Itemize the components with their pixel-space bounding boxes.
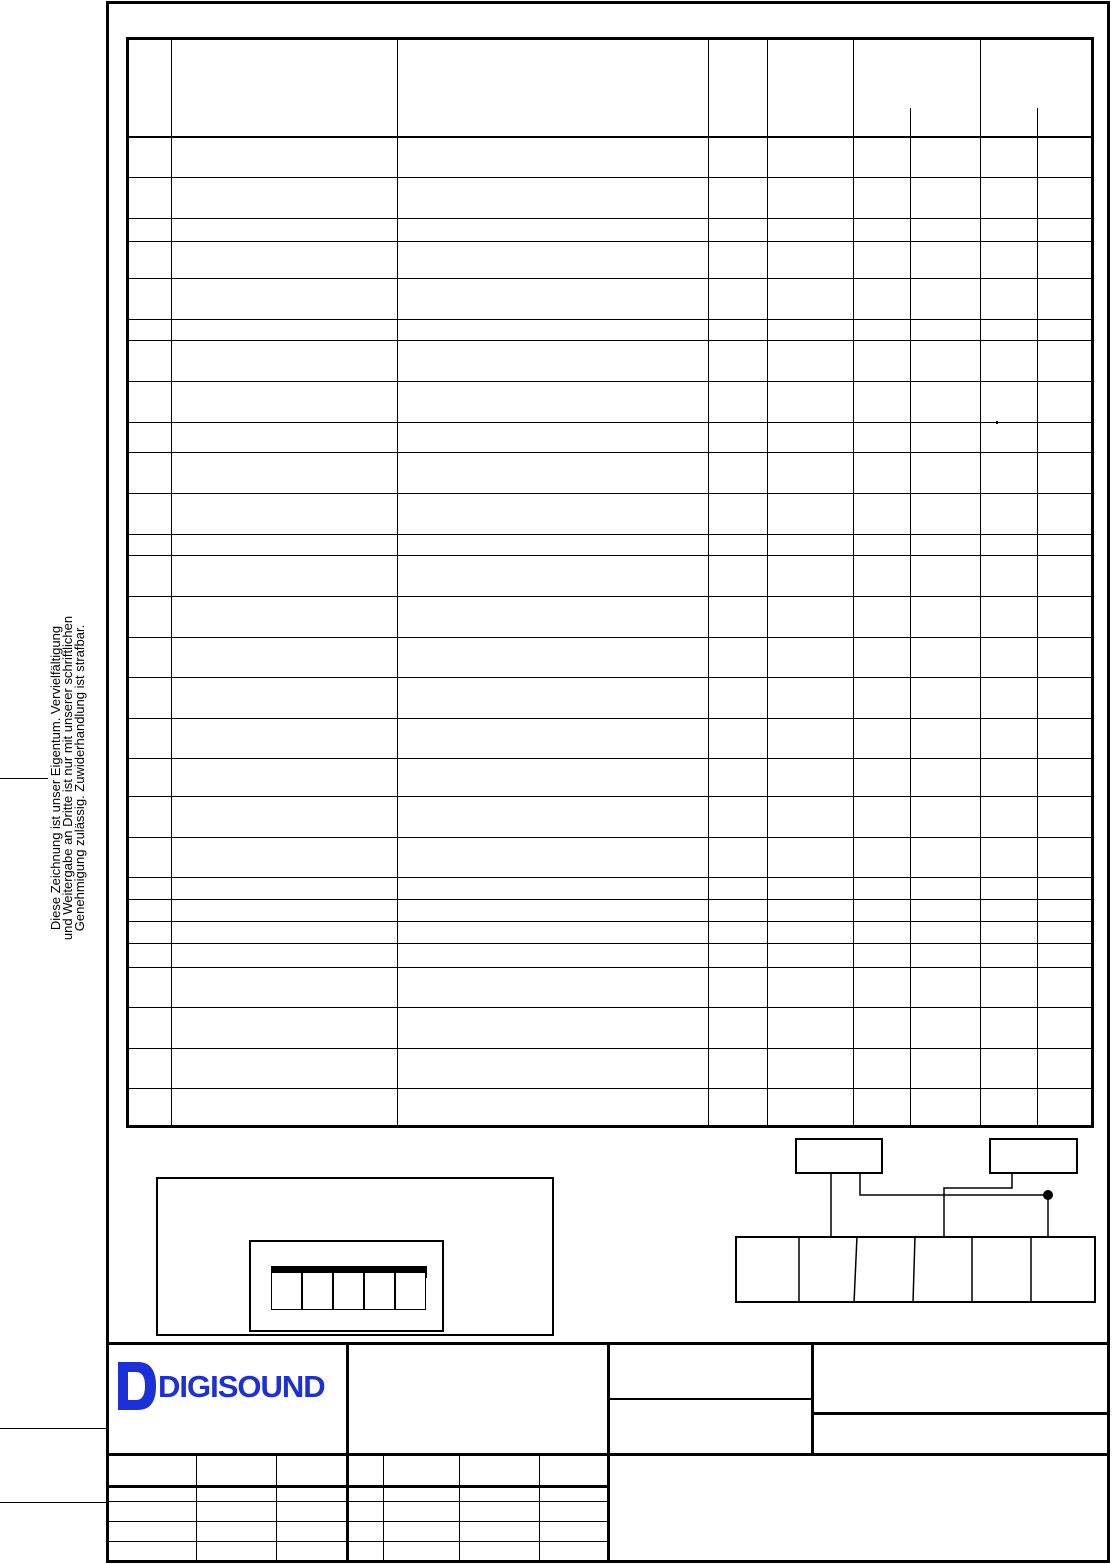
copyright-note <box>50 598 86 958</box>
revision-column <box>196 1454 197 1563</box>
digisound-logo <box>116 1360 338 1412</box>
schematic-component-1 <box>795 1138 883 1174</box>
row-line <box>129 1048 1091 1049</box>
revision-row-line <box>108 1541 608 1542</box>
row-line <box>129 718 1091 719</box>
revision-column <box>383 1454 384 1563</box>
sub-column-divider <box>1037 108 1038 1125</box>
column-divider <box>853 40 854 1125</box>
row-line <box>129 278 1091 279</box>
revision-column <box>276 1454 277 1563</box>
column-divider <box>708 40 709 1125</box>
copyright-note-line-2: und Weitergabe an Dritte ist nur mit unserer schriftlichen <box>60 615 75 941</box>
row-line <box>129 493 1091 494</box>
row-line <box>129 218 1091 219</box>
row-line <box>129 877 1091 878</box>
row-line <box>129 534 1091 535</box>
row-line <box>129 967 1091 968</box>
column-divider <box>397 40 398 1125</box>
row-line <box>129 796 1091 797</box>
title-block-line <box>608 1398 812 1400</box>
copyright-note-line-3: Genehmigung zulässig. Zuwiderhandlung ist strafbar. <box>72 624 87 932</box>
copyright-note-line-1: Diese Zeichnung ist unser Eigentum. Vervielfältigung <box>48 625 63 931</box>
header-row-line <box>129 136 1091 138</box>
schematic-component-2 <box>989 1138 1078 1174</box>
logo-wordmark: DIGISOUND <box>158 1369 325 1404</box>
sub-column-divider <box>910 108 911 1125</box>
column-divider <box>980 40 981 1125</box>
row-line <box>129 422 1091 423</box>
row-line <box>129 637 1091 638</box>
parts-list-table <box>126 37 1094 1128</box>
row-line <box>129 177 1091 178</box>
junction-dot <box>1043 1190 1053 1200</box>
fold-mark-3 <box>0 1502 106 1503</box>
connector-pin <box>395 1272 426 1310</box>
connector-pin <box>271 1272 302 1310</box>
wiring-lines <box>730 1170 1100 1240</box>
row-line <box>129 837 1091 838</box>
row-line <box>129 921 1091 922</box>
column-divider <box>171 40 172 1125</box>
row-line <box>129 241 1091 242</box>
row-line <box>129 340 1091 341</box>
row-line <box>129 758 1091 759</box>
row-line <box>129 596 1091 597</box>
row-line <box>129 1007 1091 1008</box>
terminal-dividers <box>735 1236 1096 1303</box>
title-block-line <box>108 1453 1108 1456</box>
column-divider <box>767 40 768 1125</box>
title-block-line <box>812 1412 1108 1415</box>
row-line <box>129 452 1091 453</box>
connector-pin <box>333 1272 364 1310</box>
revision-column <box>539 1454 540 1563</box>
tick-mark <box>996 421 998 424</box>
row-line <box>129 943 1091 944</box>
revision-column <box>459 1454 460 1563</box>
connector-pin <box>364 1272 395 1310</box>
fold-mark-1 <box>0 778 48 779</box>
revision-header-line <box>108 1485 608 1488</box>
row-line <box>129 899 1091 900</box>
fold-mark-2 <box>0 1428 106 1429</box>
row-line <box>129 677 1091 678</box>
row-line <box>129 555 1091 556</box>
row-line <box>129 319 1091 320</box>
row-line <box>129 381 1091 382</box>
revision-row-line <box>108 1521 608 1522</box>
revision-row-line <box>108 1501 608 1502</box>
connector-pin <box>302 1272 333 1310</box>
row-line <box>129 1088 1091 1089</box>
